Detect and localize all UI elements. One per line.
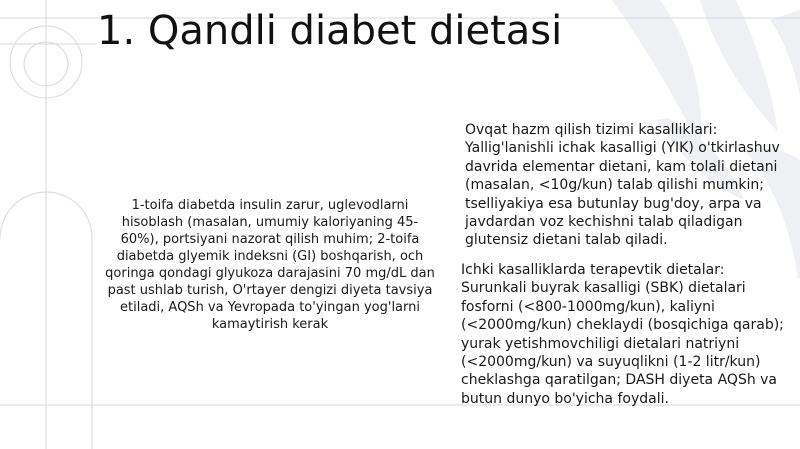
therapeutic-diets-text: Surunkali buyrak kasalligi (SBK) dietalari fosforni (<800-1000mg/kun), kaliyni (<2000mg/kun) cheklaydi (bosqichiga qarab); yurak yetishmovchiligi dietalari natriyni (<2000mg/kun) va suyuqlikni (1-2 litr/kun) cheklashga qaratilgan; DASH diyeta AQSh va butun dunyo bo'yicha foydali.: [461, 280, 784, 407]
diabetes-diet-paragraph: 1-toifa diabetda insulin zarur, uglevodlarni hisoblash (masalan, umumiy kaloriyaning 45-60%), portsiyani nazorat qilish muhim; 2-toifa diabetda glyemik indeksni (GI) boshqarish, och qoringa qondagi glyukoza darajasini 70 mg/dL dan past ushlab turish, O'rtayer dengizi diyeta tavsiya etiladi, AQSh va Yevropada to'yingan yog'larni kamaytirish kerak: [105, 198, 435, 332]
slide-title: 1. Qandli diabet dietasi: [97, 8, 563, 54]
therapeutic-diets-block: [461, 261, 797, 408]
digestive-diseases-text: Yallig'lanishli ichak kasalligi (YIK) o'tkirlashuv davrida elementar dietani, kam tolali dietani (masalan, <10g/kun) talab qilishi mumkin; tselliyakiya esa butunlay bug'doy, arpa va javdardan voz kechishni talab qiladigan glutensiz dietani talab qiladi.: [465, 140, 780, 249]
therapeutic-diets-heading: Ichki kasalliklarda terapevtik dietalar:: [461, 262, 725, 278]
digestive-diseases-block: [465, 121, 797, 250]
digestive-diseases-heading: Ovqat hazm qilish tizimi kasalliklari:: [465, 122, 718, 138]
